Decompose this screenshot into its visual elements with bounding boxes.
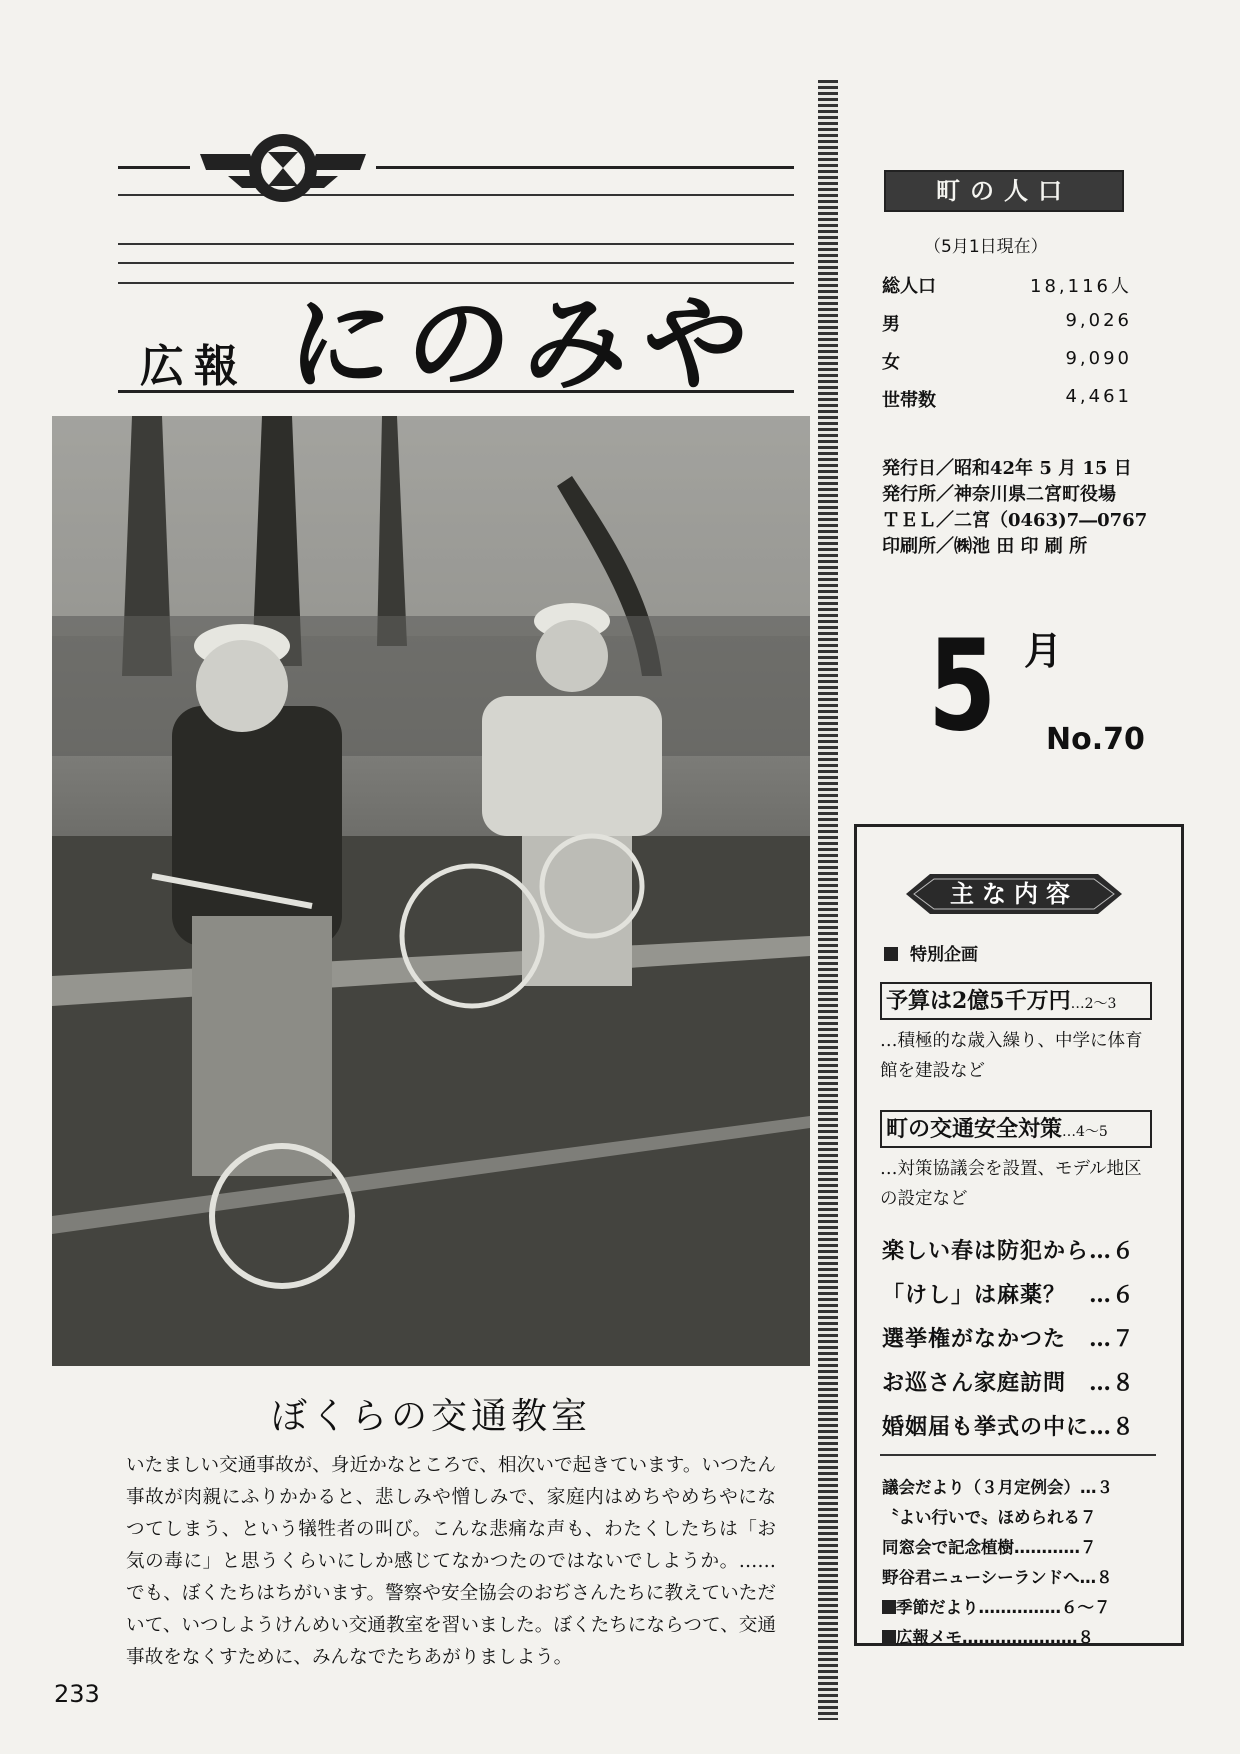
toc-minor-item-text: 広報メモ…………………８ — [896, 1628, 1094, 1647]
population-row-total — [882, 272, 1132, 298]
issue-number: No.70 — [1046, 722, 1145, 757]
feature-traffic-safety[interactable] — [880, 1110, 1152, 1148]
town-emblem-icon — [198, 130, 368, 210]
toc-minor-item[interactable]: 〝よい行いで〟ほめられる７ — [882, 1508, 1097, 1527]
population-title: 町の人口 — [884, 170, 1124, 212]
cover-photo — [52, 416, 810, 1366]
feature-budget[interactable] — [880, 982, 1152, 1020]
population-row-male — [882, 310, 1132, 336]
toc-item[interactable]: 「けし」は麻薬？ …６ — [882, 1282, 1136, 1308]
square-bullet-icon — [882, 1630, 896, 1644]
publication-tel: ＴＥＬ／二宮（0463)7―0767 — [882, 510, 1148, 531]
population-as-of: （5月1日現在） — [924, 237, 1048, 257]
toc-item[interactable]: 選挙権がなかつた …７ — [882, 1326, 1136, 1352]
masthead-prefix: 広報 — [140, 341, 248, 392]
toc-minor-item[interactable]: 野谷君ニューシーランドへ…８ — [882, 1568, 1113, 1587]
contents-title — [906, 872, 1122, 916]
toc-minor-item-seasonal[interactable] — [882, 1594, 1158, 1618]
population-label: 女 — [882, 352, 900, 373]
contents-title-text: 主な内容 — [950, 880, 1078, 908]
toc-minor-item-memo[interactable] — [882, 1624, 1158, 1648]
population-value: 9,090 — [1065, 348, 1132, 369]
cover-caption: ぼくらの交通教室 — [270, 1396, 591, 1437]
square-bullet-icon — [884, 947, 898, 961]
cover-body-text: いたましい交通事故が、身近かなところで、相次いで起きています。いつたん事故が肉親にふりかかると、悲しみや憎しみで、家庭内はめちやめちやになつてしまう、という犠牲者の叫び。こんな悲痛な声も、わたくしたちは「お気の毒に」と思うくらいにしか感じてなかつたのではないでしようか。……でも、ぼくたちはちがいます。警察や安全協会のおぢさんたちに教えていただいて、いつしようけんめい交通教室を習いました。ぼくたちにならつて、交通事故をなくすために、みんなでたちあがりましよう。 — [126, 1455, 776, 1668]
page-number: 233 — [54, 1680, 100, 1708]
toc-item[interactable]: 楽しい春は防犯から…６ — [882, 1238, 1136, 1264]
feature-traffic-safety-desc: …対策協議会を設置、モデル地区の設定など — [880, 1159, 1142, 1209]
perforation-stripe — [818, 80, 838, 1720]
masthead-rule-2 — [118, 243, 794, 245]
population-label: 男 — [882, 314, 900, 335]
population-row-households — [882, 386, 1132, 412]
population-label: 総人口 — [882, 276, 936, 297]
issue-month-number: 5 — [928, 612, 997, 759]
toc-minor-item[interactable]: 同窓会で記念植樹…………７ — [882, 1538, 1097, 1557]
masthead-rule-top-left — [118, 166, 190, 169]
toc-item[interactable]: お巡さん家庭訪問 …８ — [882, 1370, 1136, 1396]
toc-item[interactable]: 婚姻届も挙式の中に…８ — [882, 1414, 1136, 1440]
contents-divider — [880, 1454, 1156, 1456]
publication-publisher: 発行所／神奈川県二宮町役場 — [882, 484, 1116, 505]
masthead-rule-top-right — [376, 166, 794, 169]
population-value: 9,026 — [1065, 310, 1132, 331]
population-value: 18,116人 — [1030, 276, 1132, 297]
publication-printer: 印刷所／㈱池 田 印 刷 所 — [882, 536, 1088, 557]
issue-month-label: 月 — [1024, 628, 1063, 673]
square-bullet-icon — [882, 1600, 896, 1614]
feature-budget-desc: …積極的な歳入繰り、中学に体育館を建設など — [880, 1031, 1143, 1081]
population-label: 世帯数 — [882, 390, 936, 411]
feature-pages: …2～3 — [1070, 996, 1117, 1012]
masthead-title: にのみや — [282, 282, 768, 405]
population-value: 4,461 — [1065, 386, 1132, 407]
feature-title: 町の交通安全対策 — [886, 1116, 1063, 1142]
special-feature-label: 特別企画 — [910, 945, 978, 965]
publication-date: 発行日／昭和42年 5 月 15 日 — [882, 458, 1132, 479]
toc-minor-item[interactable]: 議会だより（３月定例会）…３ — [882, 1478, 1113, 1497]
special-feature-heading — [884, 940, 978, 965]
feature-title: 予算は2億5千万円 — [886, 988, 1071, 1014]
population-row-female — [882, 348, 1132, 374]
toc-minor-item-text: 季節だより……………６～７ — [896, 1598, 1111, 1617]
feature-pages: …4～5 — [1062, 1124, 1108, 1140]
